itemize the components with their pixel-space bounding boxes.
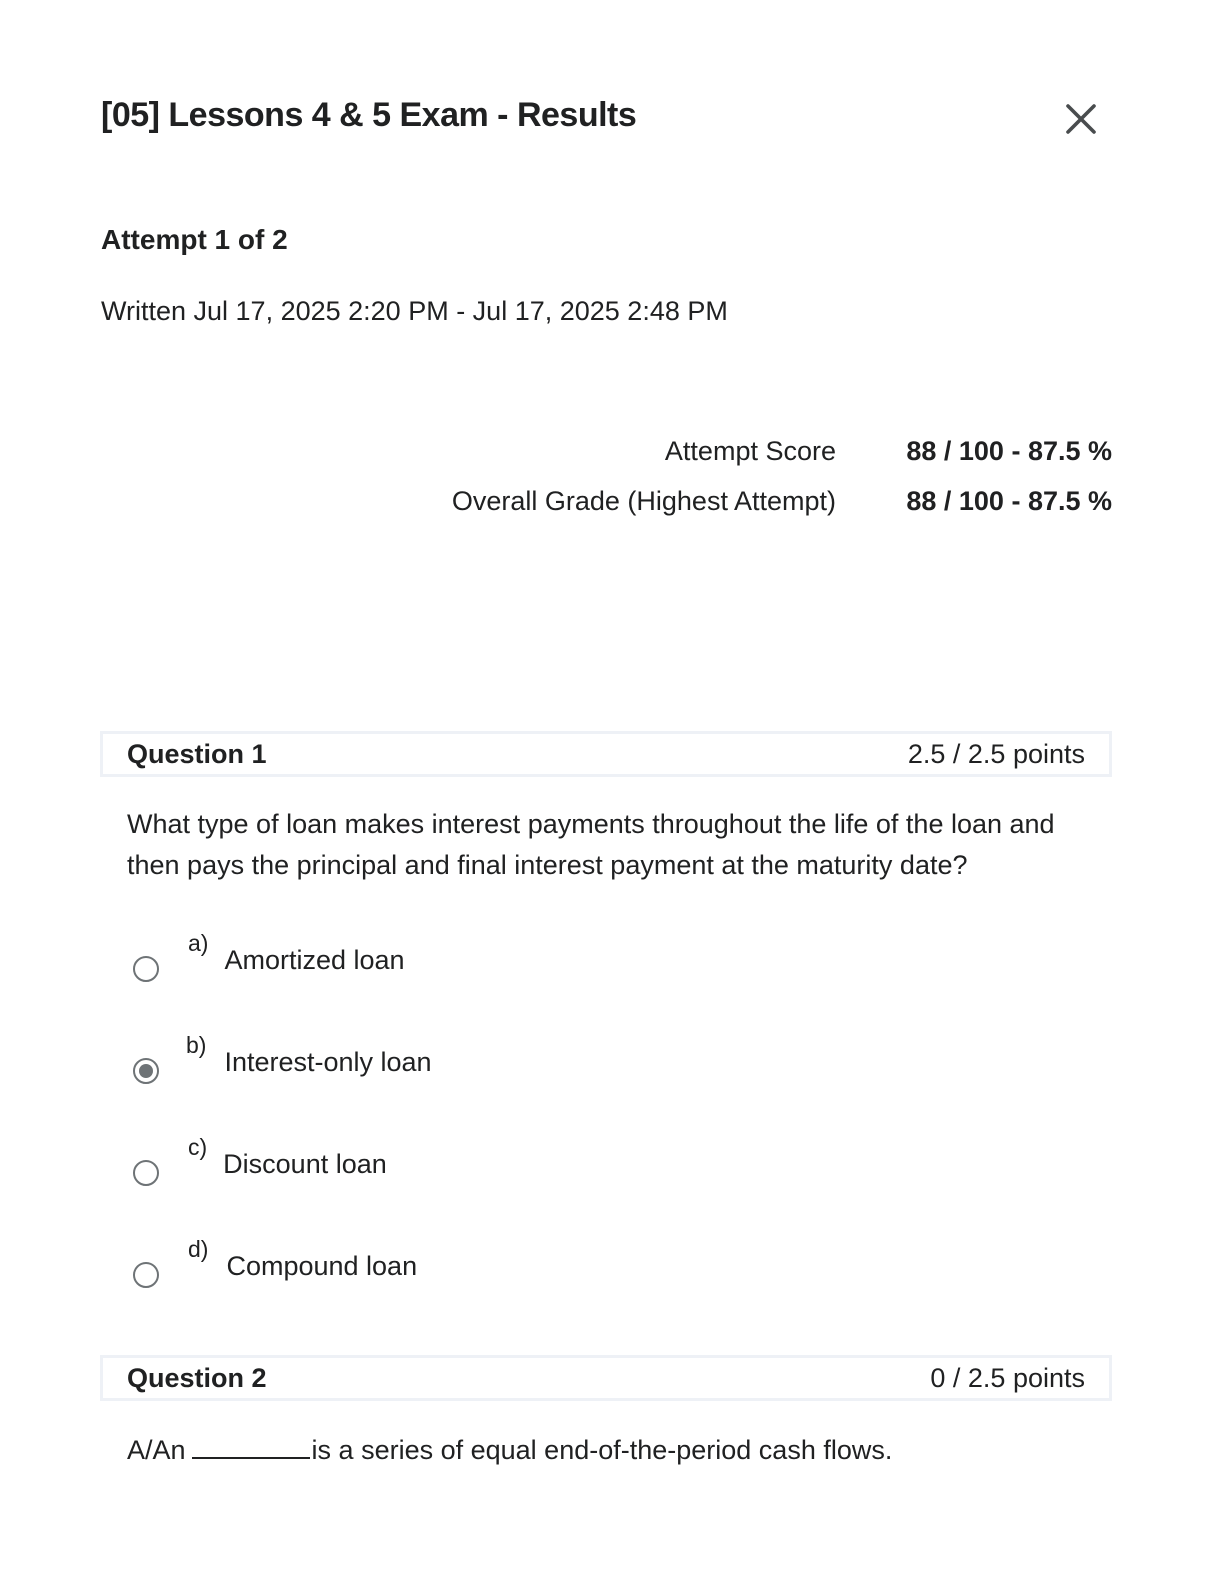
question-1-text: What type of loan makes interest payments throughout the life of the loan and then pays the principal and final interest payment at the maturity date?: [127, 809, 1055, 880]
page-title: [05] Lessons 4 & 5 Exam - Results: [101, 96, 637, 134]
close-button[interactable]: [1058, 96, 1104, 142]
radio-button[interactable]: [133, 956, 159, 982]
close-icon: [1065, 103, 1097, 135]
radio-button[interactable]: [133, 1262, 159, 1288]
question-1-option-d[interactable]: [133, 1236, 418, 1286]
question-2-text-before: A/An: [127, 1435, 186, 1465]
option-letter: d): [188, 1236, 209, 1262]
question-1-option-a[interactable]: [133, 930, 405, 980]
overall-grade-row: [452, 486, 1112, 517]
attempt-score-value: 88 / 100 - 87.5 %: [906, 436, 1112, 466]
question-2-text-after: is a series of equal end-of-the-period cash flows.: [311, 1435, 893, 1465]
overall-grade-value: 88 / 100 - 87.5 %: [906, 486, 1112, 516]
option-letter: c): [188, 1134, 208, 1160]
option-text: Amortized loan: [224, 944, 405, 975]
question-1-header: [100, 731, 1112, 777]
question-2-header: [100, 1355, 1112, 1401]
written-timestamp: Written Jul 17, 2025 2:20 PM - Jul 17, 2025 2:48 PM: [101, 296, 728, 326]
question-1-option-b[interactable]: [133, 1032, 432, 1082]
attempt-label: Attempt 1 of 2: [101, 224, 288, 255]
overall-grade-label: Overall Grade (Highest Attempt): [451, 486, 836, 516]
option-text: Interest-only loan: [224, 1046, 432, 1077]
radio-button[interactable]: [133, 1160, 159, 1186]
question-1-points: 2.5 / 2.5 points: [907, 738, 1085, 769]
attempt-score-row: [665, 436, 1112, 467]
option-text: Compound loan: [226, 1250, 418, 1281]
option-text: Discount loan: [223, 1148, 387, 1179]
question-1-option-c[interactable]: [133, 1134, 387, 1184]
question-2-title: Question 2: [127, 1362, 267, 1393]
question-1-title: Question 1: [127, 738, 267, 769]
option-letter: b): [186, 1032, 207, 1058]
option-letter: a): [188, 930, 209, 956]
question-2-text: [127, 1430, 1107, 1471]
fill-in-blank: [192, 1456, 310, 1459]
attempt-score-label: Attempt Score: [664, 436, 836, 466]
question-2-points: 0 / 2.5 points: [930, 1362, 1085, 1393]
radio-button-selected[interactable]: [133, 1058, 159, 1084]
